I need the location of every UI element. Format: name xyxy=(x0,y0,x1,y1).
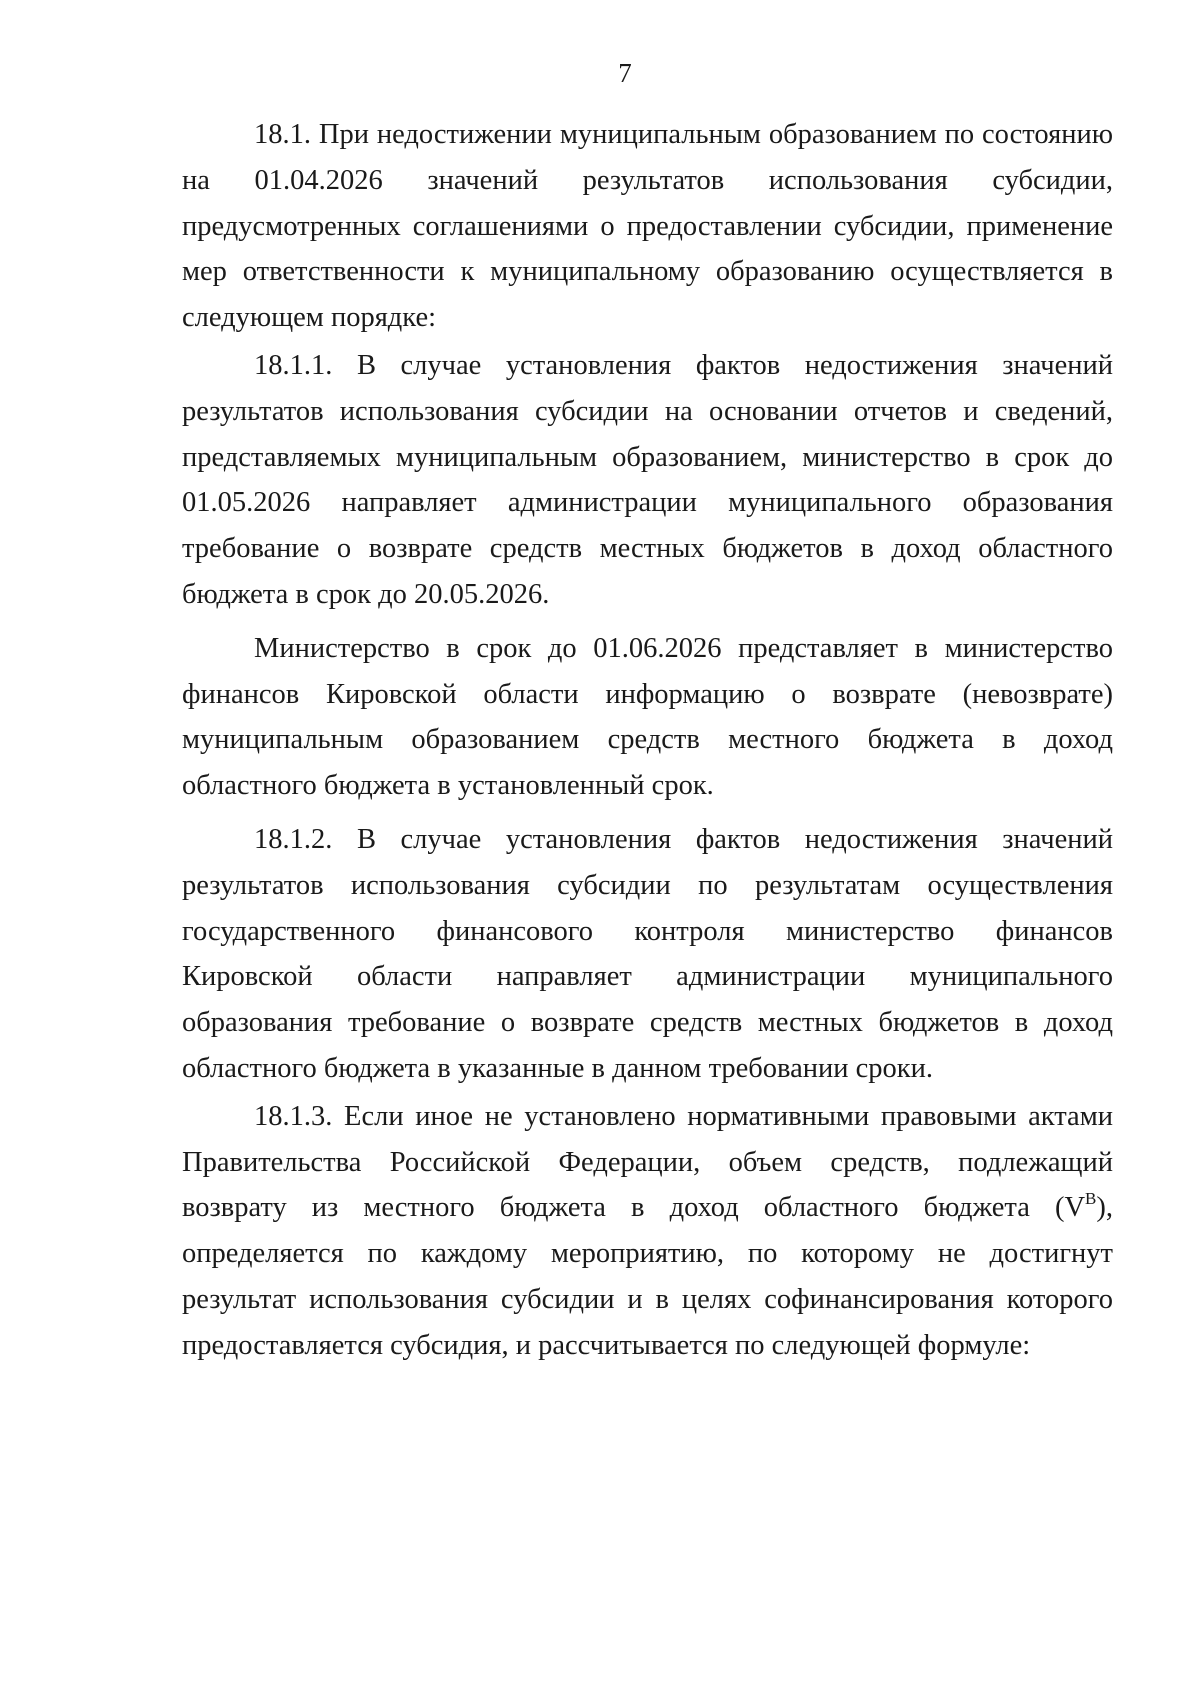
paragraph-18-1-2: 18.1.2. В случае установления фактов недостижения значений результатов использования субсидии по результатам осуществления государственного финансового контроля министерство финансов Кировской области направляет администрации муниципального образования требование о возврате средств местных бюджетов в доход областного бюджета в указанные в данном требовании сроки. xyxy=(182,823,1113,1084)
paragraph-18-1-3 xyxy=(182,1094,1113,1369)
paragraph-ministry-report: Министерство в срок до 01.06.2026 представляет в министерство финансов Кировской области информацию о возврате (невозврате) муниципальным образованием средств местного бюджета в доход областного бюджета в установленный срок. xyxy=(182,632,1113,802)
return-volume-superscript: В xyxy=(1085,1189,1097,1209)
page-number: 7 xyxy=(618,58,632,88)
document-body xyxy=(182,112,1113,1369)
paragraph-18-1: 18.1. При недостижении муниципальным образованием по состоянию на 01.04.2026 значений результатов использования субсидии, предусмотренных соглашениями о предоставлении субсидии, применение мер ответственности к муниципальному образованию осуществляется в следующем порядке: xyxy=(182,119,1113,334)
paragraph-18-1-3-end: ), определяется по каждому мероприятию, по которому не достигнут результат использования субсидии и в целях софинансирования которого предоставляется субсидия, и рассчитывается по следующей формуле: xyxy=(182,1192,1113,1361)
paragraph-18-1-1: 18.1.1. В случае установления фактов недостижения значений результатов использования субсидии на основании отчетов и сведений, представляемых муниципальным образованием, министерство в срок до 01.05.2026 направляет администрации муниципального образования требование о возврате средств местных бюджетов в доход областного бюджета в срок до 20.05.2026. xyxy=(182,349,1113,610)
paragraph-18-1-3-start: 18.1.3. Если иное не установлено нормативными правовыми актами Правительства Российской Федерации, объем средств, подлежащий возврату из местного бюджета в доход областного бюджета (V xyxy=(182,1100,1113,1224)
